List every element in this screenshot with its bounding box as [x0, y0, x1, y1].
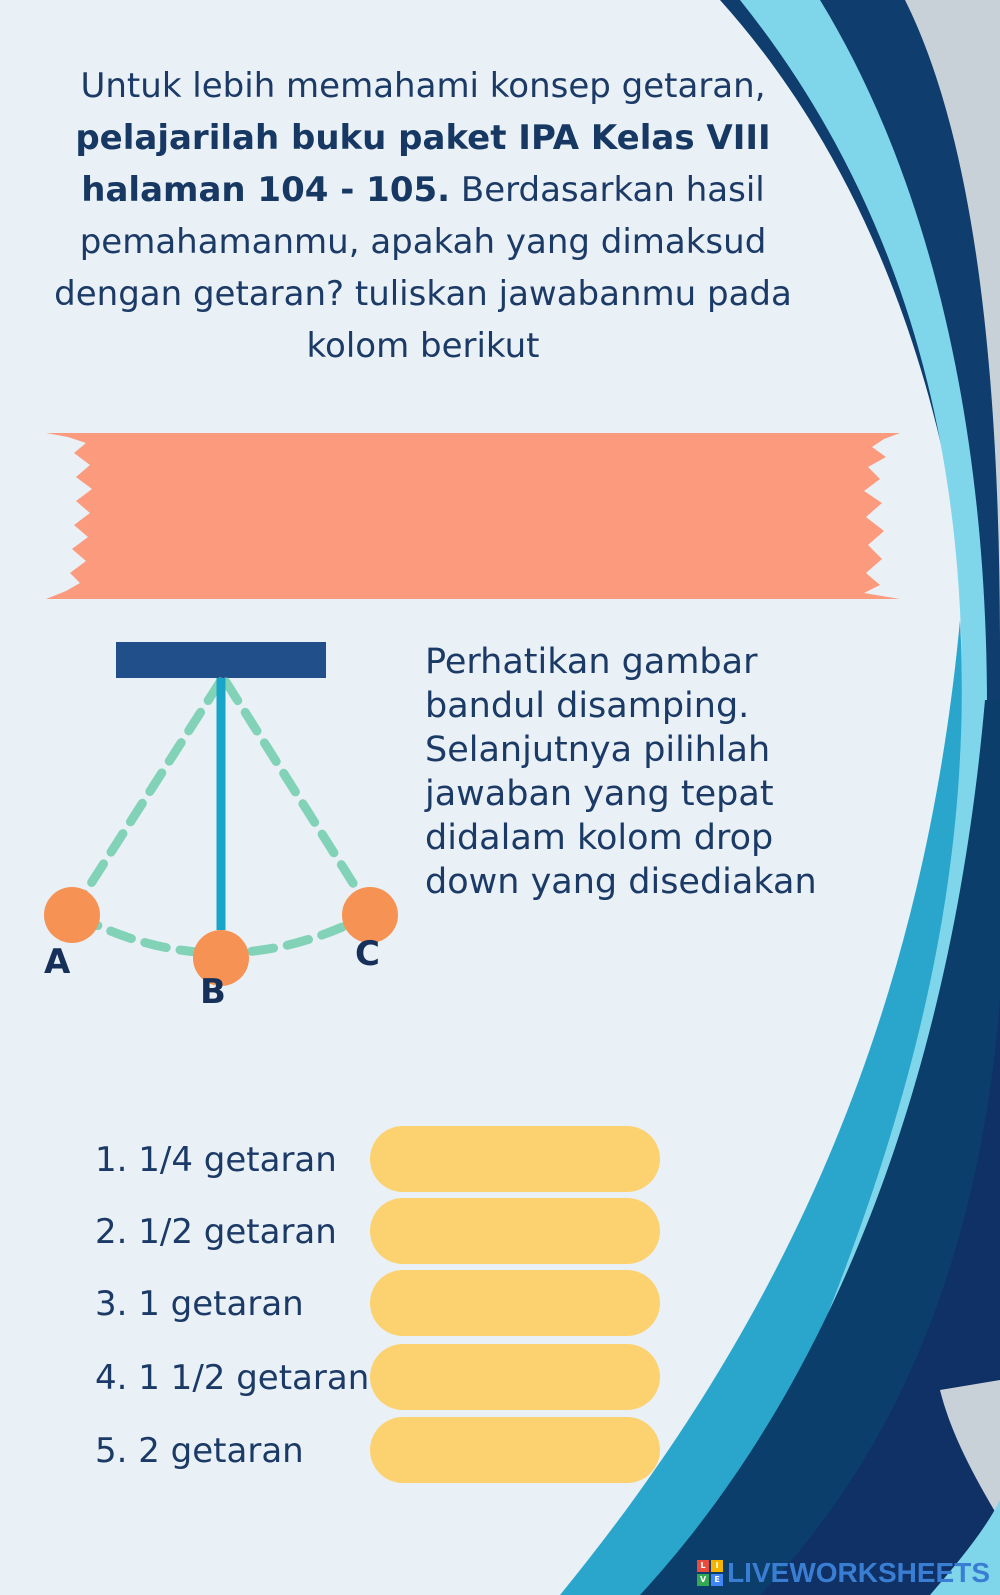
pendulum-label-b: B [200, 972, 226, 1012]
question-label-2: 2. 1/2 getaran [95, 1212, 337, 1252]
answer-box [46, 433, 900, 599]
question-label-1: 1. 1/4 getaran [95, 1140, 337, 1180]
question-label-4: 4. 1 1/2 getaran [95, 1358, 370, 1398]
dropdown-4[interactable] [370, 1344, 660, 1410]
dropdown-1[interactable] [370, 1126, 660, 1192]
logo-tile-v: V [697, 1574, 709, 1586]
intro-question: Berdasarkan hasil pemahamanmu, apakah yang dimaksud dengan getaran? tuliskan jawabanmu pada kolom berikut [54, 170, 792, 366]
intro-text [48, 60, 798, 372]
instruction-text: Perhatikan gambar bandul disamping. Selanjutnya pilihlah jawaban yang tepat didalam kolom drop down yang disediakan [425, 642, 817, 902]
pendulum-label-a: A [44, 942, 71, 982]
logo-tile-l: L [697, 1560, 709, 1572]
intro-bold: pelajarilah buku paket IPA Kelas VIII halaman 104 - 105. [75, 118, 771, 210]
dropdown-3[interactable] [370, 1270, 660, 1336]
question-label-5: 5. 2 getaran [95, 1431, 304, 1471]
logo-tile-i: I [711, 1560, 723, 1572]
dropdown-2[interactable] [370, 1198, 660, 1264]
pendulum-support [116, 642, 326, 678]
logo-wordmark: LIVEWORKSHEETS [727, 1557, 990, 1588]
pendulum-path-left [74, 682, 220, 910]
dropdown-5[interactable] [370, 1417, 660, 1483]
logo-tile-e: E [711, 1574, 723, 1586]
answer-input[interactable] [116, 453, 820, 583]
pendulum-bob-a [44, 887, 100, 943]
pendulum-path-right [226, 682, 370, 910]
pendulum-label-c: C [355, 934, 380, 974]
question-label-3: 3. 1 getaran [95, 1284, 304, 1324]
pendulum-figure [30, 630, 410, 1030]
liveworksheets-logo [697, 1557, 990, 1589]
intro-plain: Untuk lebih memahami konsep getaran, [80, 66, 766, 106]
logo-tiles-icon [697, 1560, 723, 1586]
